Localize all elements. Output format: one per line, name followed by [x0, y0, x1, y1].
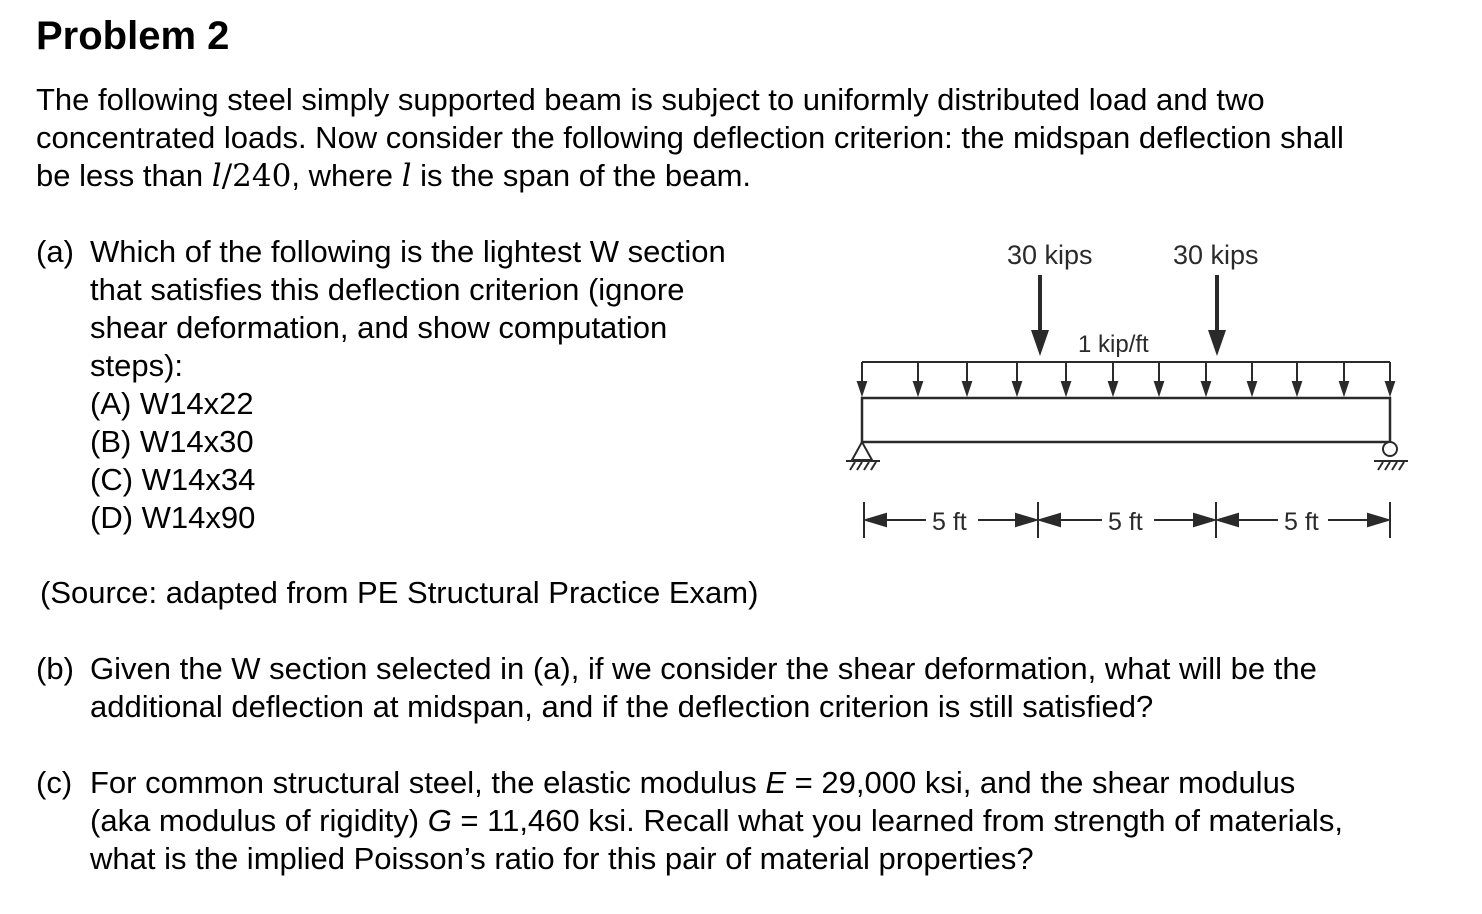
roller-support-right [1374, 442, 1408, 470]
option-b: (B) W14x30 [90, 424, 254, 459]
intro-line-3-text-c: is the span of the beam. [411, 158, 752, 193]
distributed-load-arrows [858, 362, 1394, 394]
concentrated-load-right [1208, 275, 1226, 356]
part-a-question [36, 233, 796, 537]
option-c: (C) W14x34 [90, 462, 256, 497]
option-d: (D) W14x90 [90, 500, 256, 535]
part-a-line-1 [36, 233, 796, 271]
part-c-line-2 [36, 802, 1343, 840]
source-note: (Source: adapted from PE Structural Practice Exam) [40, 575, 759, 610]
pin-support-left [846, 442, 880, 470]
load-left-label: 30 kips [1007, 240, 1093, 270]
elastic-modulus-symbol: E [765, 765, 787, 800]
dimension-label-3: 5 ft [1284, 508, 1319, 536]
span-symbol: l [211, 158, 222, 194]
span-symbol-2: l [401, 158, 412, 194]
part-c-label: (c) [36, 765, 73, 800]
intro-line-1: The following steel simply supported beam is subject to uniformly distributed load and two [36, 82, 1265, 117]
concentrated-load-left [1031, 275, 1049, 356]
part-b-line-2: additional deflection at midspan, and if the deflection criterion is still satisfied? [90, 689, 1154, 724]
dimension-lines [864, 502, 1390, 538]
intro-line-3 [36, 157, 1456, 195]
part-c-line-1 [36, 764, 1343, 802]
part-b-text-1: Given the W section selected in (a), if we consider the shear deformation, what will be the [90, 651, 1317, 686]
part-a-label: (a) [36, 234, 74, 269]
dimension-label-1: 5 ft [932, 508, 967, 536]
dimension-label-2: 5 ft [1108, 508, 1143, 536]
part-a-line-4: steps): [90, 348, 184, 383]
part-c-text-1a: For common structural steel, the elastic modulus [90, 765, 766, 800]
span-fraction: /240 [221, 158, 292, 194]
part-a-line-3: shear deformation, and show computation [90, 310, 668, 345]
distributed-load-label: 1 kip/ft [1078, 331, 1149, 358]
load-right-label: 30 kips [1173, 240, 1259, 270]
problem-title: Problem 2 [36, 14, 230, 58]
part-c-text-2b: = 11,460 ksi. Recall what you learned from strength of materials, [451, 803, 1343, 838]
part-b-label: (b) [36, 651, 74, 686]
part-c-text-2a: (aka modulus of rigidity) [90, 803, 428, 838]
part-c-line-3: what is the implied Poisson’s ratio for this pair of material properties? [90, 841, 1034, 876]
part-c-question [36, 764, 1343, 878]
part-b-line-1 [36, 650, 1317, 688]
beam [862, 398, 1390, 442]
part-a-line-2: that satisfies this deflection criterion (ignore [90, 272, 685, 307]
intro-line-3-text-a: be less than [36, 158, 212, 193]
part-a-text-1: Which of the following is the lightest W section [90, 234, 726, 269]
shear-modulus-symbol: G [427, 803, 452, 838]
option-a: (A) W14x22 [90, 386, 254, 421]
problem-intro [36, 81, 1456, 195]
intro-line-3-text-b: , where [291, 158, 402, 193]
part-c-text-1b: = 29,000 ksi, and the shear modulus [786, 765, 1296, 800]
part-b-question [36, 650, 1317, 726]
intro-line-2: concentrated loads. Now consider the following deflection criterion: the midspan deflection shall [36, 120, 1344, 155]
